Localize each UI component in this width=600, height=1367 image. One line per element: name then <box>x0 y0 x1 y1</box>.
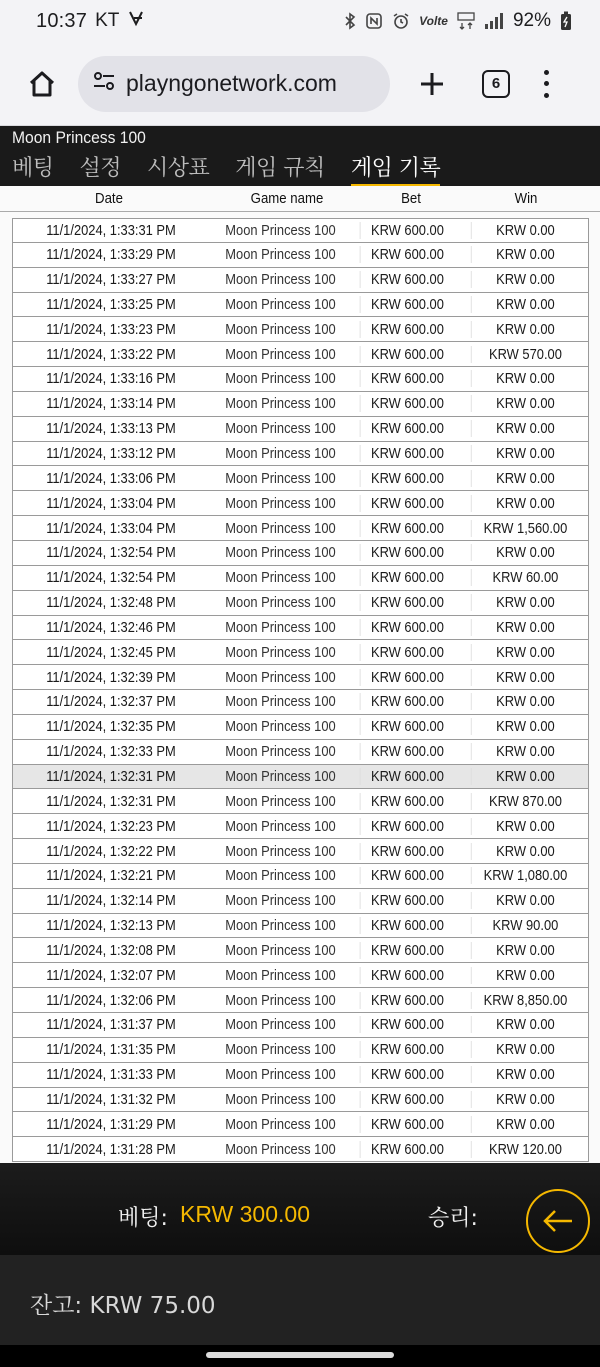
row-game-name: Moon Princess 100 <box>225 718 336 736</box>
table-row[interactable] <box>12 367 589 392</box>
row-win: KRW 0.00 <box>471 321 579 338</box>
row-bet: KRW 600.00 <box>360 669 455 686</box>
tab-game-history[interactable]: 게임 기록 <box>351 151 441 187</box>
table-row[interactable] <box>12 342 589 367</box>
row-win: KRW 0.00 <box>471 743 579 760</box>
row-bet: KRW 600.00 <box>360 495 455 512</box>
table-row[interactable] <box>12 1013 589 1038</box>
row-date: 11/1/2024, 1:32:13 PM <box>46 917 176 935</box>
tab-game-rules[interactable]: 게임 규칙 <box>235 156 325 181</box>
table-row[interactable] <box>12 938 589 963</box>
row-win: KRW 0.00 <box>471 370 579 387</box>
table-row[interactable] <box>12 988 589 1013</box>
table-row[interactable] <box>12 591 589 616</box>
table-row[interactable] <box>12 1038 589 1063</box>
table-row[interactable] <box>12 541 589 566</box>
row-game-name: Moon Princess 100 <box>225 643 336 661</box>
table-row[interactable] <box>12 218 589 243</box>
table-row[interactable] <box>12 864 589 889</box>
bluetooth-icon <box>344 12 356 30</box>
row-game-name: Moon Princess 100 <box>225 445 336 463</box>
row-date: 11/1/2024, 1:32:45 PM <box>46 643 176 661</box>
table-row[interactable] <box>12 1088 589 1113</box>
row-date: 11/1/2024, 1:32:37 PM <box>46 693 176 711</box>
table-row[interactable] <box>12 516 589 541</box>
table-row[interactable] <box>12 466 589 491</box>
row-date: 11/1/2024, 1:32:48 PM <box>46 594 176 612</box>
row-date: 11/1/2024, 1:33:31 PM <box>46 221 176 239</box>
row-win: KRW 0.00 <box>471 445 579 462</box>
status-bar <box>0 0 600 42</box>
row-date: 11/1/2024, 1:32:33 PM <box>46 743 176 761</box>
table-header <box>0 186 600 212</box>
row-date: 11/1/2024, 1:33:06 PM <box>46 469 176 487</box>
table-row[interactable] <box>12 665 589 690</box>
row-win: KRW 0.00 <box>471 768 579 785</box>
row-game-name: Moon Princess 100 <box>225 519 336 537</box>
row-date: 11/1/2024, 1:33:12 PM <box>46 445 176 463</box>
row-win: KRW 0.00 <box>471 222 579 239</box>
table-row[interactable] <box>12 789 589 814</box>
status-time: 10:37 <box>36 9 88 32</box>
row-date: 11/1/2024, 1:31:28 PM <box>46 1140 176 1158</box>
data-saver-icon <box>127 9 145 33</box>
row-game-name: Moon Princess 100 <box>225 743 336 761</box>
bet-label: 베팅: <box>118 1206 168 1231</box>
table-row[interactable] <box>12 715 589 740</box>
history-table[interactable] <box>0 186 600 1163</box>
table-row[interactable] <box>12 616 589 641</box>
row-game-name: Moon Princess 100 <box>225 991 336 1009</box>
row-game-name: Moon Princess 100 <box>225 1016 336 1034</box>
row-game-name: Moon Princess 100 <box>225 345 336 363</box>
row-date: 11/1/2024, 1:32:14 PM <box>46 892 176 910</box>
row-bet: KRW 600.00 <box>360 1141 455 1158</box>
row-win: KRW 0.00 <box>471 495 579 512</box>
row-game-name: Moon Princess 100 <box>225 395 336 413</box>
row-date: 11/1/2024, 1:32:06 PM <box>46 991 176 1009</box>
table-row[interactable] <box>12 491 589 516</box>
status-right <box>344 10 572 32</box>
row-game-name: Moon Princess 100 <box>225 1090 336 1108</box>
row-date: 11/1/2024, 1:31:35 PM <box>46 1041 176 1059</box>
game-tabs <box>12 151 466 187</box>
row-bet: KRW 600.00 <box>360 967 455 984</box>
row-bet: KRW 600.00 <box>360 867 455 884</box>
row-date: 11/1/2024, 1:32:54 PM <box>46 569 176 587</box>
row-win: KRW 0.00 <box>471 246 579 263</box>
row-bet: KRW 600.00 <box>360 346 455 363</box>
plus-icon <box>419 71 445 97</box>
row-win: KRW 1,560.00 <box>471 520 579 537</box>
header-bet: Bet <box>401 190 421 207</box>
tab-switcher-button[interactable]: 6 <box>482 70 510 98</box>
row-bet: KRW 600.00 <box>360 569 455 586</box>
table-row[interactable] <box>12 317 589 342</box>
table-row[interactable] <box>12 889 589 914</box>
table-row[interactable] <box>12 765 589 790</box>
table-row[interactable] <box>12 1112 589 1137</box>
row-bet: KRW 600.00 <box>360 1041 455 1058</box>
game-header <box>0 126 600 186</box>
row-game-name: Moon Princess 100 <box>225 594 336 612</box>
row-game-name: Moon Princess 100 <box>225 494 336 512</box>
row-game-name: Moon Princess 100 <box>225 941 336 959</box>
address-bar[interactable] <box>78 56 390 112</box>
row-bet: KRW 600.00 <box>360 520 455 537</box>
row-bet: KRW 600.00 <box>360 395 455 412</box>
row-win: KRW 120.00 <box>471 1141 579 1158</box>
battery-icon <box>560 11 572 31</box>
row-game-name: Moon Princess 100 <box>225 320 336 338</box>
row-win: KRW 1,080.00 <box>471 867 579 884</box>
row-date: 11/1/2024, 1:33:13 PM <box>46 420 176 438</box>
table-row[interactable] <box>12 268 589 293</box>
nfc-icon <box>365 12 383 30</box>
row-game-name: Moon Princess 100 <box>225 792 336 810</box>
row-win: KRW 0.00 <box>471 942 579 959</box>
table-row[interactable] <box>12 243 589 268</box>
balance-bar <box>0 1255 600 1345</box>
row-game-name: Moon Princess 100 <box>225 420 336 438</box>
row-win: KRW 0.00 <box>471 718 579 735</box>
row-bet: KRW 600.00 <box>360 246 455 263</box>
row-game-name: Moon Princess 100 <box>225 469 336 487</box>
row-game-name: Moon Princess 100 <box>225 842 336 860</box>
row-win: KRW 870.00 <box>471 793 579 810</box>
row-date: 11/1/2024, 1:33:22 PM <box>46 345 176 363</box>
table-row[interactable] <box>12 814 589 839</box>
row-bet: KRW 600.00 <box>360 992 455 1009</box>
row-date: 11/1/2024, 1:32:23 PM <box>46 817 176 835</box>
row-bet: KRW 600.00 <box>360 370 455 387</box>
row-win: KRW 0.00 <box>471 967 579 984</box>
row-win: KRW 0.00 <box>471 818 579 835</box>
arrow-left-icon <box>541 1208 575 1234</box>
row-date: 11/1/2024, 1:33:25 PM <box>46 295 176 313</box>
table-row[interactable] <box>12 566 589 591</box>
table-row[interactable] <box>12 1137 589 1162</box>
url-text[interactable]: playngonetwork.com <box>126 70 337 96</box>
header-win: Win <box>514 190 538 207</box>
row-game-name: Moon Princess 100 <box>225 817 336 835</box>
row-bet: KRW 600.00 <box>360 1116 455 1133</box>
row-game-name: Moon Princess 100 <box>225 569 336 587</box>
row-game-name: Moon Princess 100 <box>225 1041 336 1059</box>
table-row[interactable] <box>12 640 589 665</box>
row-win: KRW 0.00 <box>471 296 579 313</box>
table-row[interactable] <box>12 963 589 988</box>
row-bet: KRW 600.00 <box>360 619 455 636</box>
row-date: 11/1/2024, 1:32:21 PM <box>46 867 176 885</box>
win-label: 승리: <box>428 1206 478 1231</box>
row-win: KRW 0.00 <box>471 1066 579 1083</box>
row-date: 11/1/2024, 1:33:04 PM <box>46 519 176 537</box>
row-date: 11/1/2024, 1:31:37 PM <box>46 1016 176 1034</box>
row-win: KRW 0.00 <box>471 1116 579 1133</box>
game-title: Moon Princess 100 <box>12 128 146 147</box>
row-bet: KRW 600.00 <box>360 1016 455 1033</box>
row-game-name: Moon Princess 100 <box>225 966 336 984</box>
row-bet: KRW 600.00 <box>360 544 455 561</box>
row-win: KRW 0.00 <box>471 594 579 611</box>
alarm-icon <box>392 12 410 30</box>
site-settings-icon[interactable] <box>92 70 116 97</box>
row-bet: KRW 600.00 <box>360 892 455 909</box>
row-bet: KRW 600.00 <box>360 793 455 810</box>
header-date: Date <box>95 190 123 207</box>
row-win: KRW 0.00 <box>471 892 579 909</box>
browser-toolbar <box>0 42 600 126</box>
row-win: KRW 0.00 <box>471 271 579 288</box>
row-bet: KRW 600.00 <box>360 743 455 760</box>
status-left <box>36 9 145 33</box>
row-win: KRW 0.00 <box>471 619 579 636</box>
row-game-name: Moon Princess 100 <box>225 767 336 785</box>
row-win: KRW 0.00 <box>471 1016 579 1033</box>
row-date: 11/1/2024, 1:32:46 PM <box>46 618 176 636</box>
row-win: KRW 0.00 <box>471 693 579 710</box>
row-bet: KRW 600.00 <box>360 445 455 462</box>
row-win: KRW 0.00 <box>471 843 579 860</box>
row-game-name: Moon Princess 100 <box>225 618 336 636</box>
tab-paytable[interactable]: 시상표 <box>147 156 210 181</box>
row-win: KRW 60.00 <box>471 569 579 586</box>
row-win: KRW 570.00 <box>471 346 579 363</box>
table-row[interactable] <box>12 740 589 765</box>
row-date: 11/1/2024, 1:32:08 PM <box>46 941 176 959</box>
row-bet: KRW 600.00 <box>360 644 455 661</box>
row-win: KRW 0.00 <box>471 1091 579 1108</box>
table-row[interactable] <box>12 914 589 939</box>
row-bet: KRW 600.00 <box>360 271 455 288</box>
table-row[interactable] <box>12 690 589 715</box>
tab-settings[interactable]: 설정 <box>79 156 122 181</box>
row-win: KRW 0.00 <box>471 395 579 412</box>
home-icon <box>27 69 57 99</box>
table-row[interactable] <box>12 1063 589 1088</box>
row-bet: KRW 600.00 <box>360 843 455 860</box>
row-date: 11/1/2024, 1:32:22 PM <box>46 842 176 860</box>
row-bet: KRW 600.00 <box>360 1091 455 1108</box>
row-date: 11/1/2024, 1:33:14 PM <box>46 395 176 413</box>
home-gesture-handle[interactable] <box>206 1352 394 1358</box>
row-game-name: Moon Princess 100 <box>225 668 336 686</box>
row-bet: KRW 600.00 <box>360 594 455 611</box>
row-game-name: Moon Princess 100 <box>225 544 336 562</box>
row-date: 11/1/2024, 1:32:31 PM <box>46 767 176 785</box>
table-row[interactable] <box>12 442 589 467</box>
row-game-name: Moon Princess 100 <box>225 271 336 289</box>
row-date: 11/1/2024, 1:33:23 PM <box>46 320 176 338</box>
new-tab-button[interactable] <box>412 64 452 104</box>
table-rows <box>12 218 589 1162</box>
back-button[interactable] <box>526 1189 590 1253</box>
row-game-name: Moon Princess 100 <box>225 246 336 264</box>
row-win: KRW 0.00 <box>471 544 579 561</box>
row-date: 11/1/2024, 1:33:29 PM <box>46 246 176 264</box>
row-game-name: Moon Princess 100 <box>225 295 336 313</box>
bet-value: KRW 300.00 <box>180 1201 310 1227</box>
status-carrier: KT <box>95 10 120 31</box>
row-win: KRW 0.00 <box>471 1041 579 1058</box>
row-date: 11/1/2024, 1:33:16 PM <box>46 370 176 388</box>
row-win: KRW 0.00 <box>471 644 579 661</box>
volte-icon: Volte <box>419 14 448 28</box>
row-game-name: Moon Princess 100 <box>225 1066 336 1084</box>
row-date: 11/1/2024, 1:32:39 PM <box>46 668 176 686</box>
system-nav-bar <box>0 1345 600 1367</box>
signal-icon <box>484 13 504 29</box>
row-date: 11/1/2024, 1:33:27 PM <box>46 271 176 289</box>
row-bet: KRW 600.00 <box>360 818 455 835</box>
data-icon <box>457 12 475 30</box>
row-bet: KRW 600.00 <box>360 917 455 934</box>
row-date: 11/1/2024, 1:32:31 PM <box>46 792 176 810</box>
row-bet: KRW 600.00 <box>360 420 455 437</box>
row-bet: KRW 600.00 <box>360 942 455 959</box>
table-row[interactable] <box>12 417 589 442</box>
row-date: 11/1/2024, 1:33:04 PM <box>46 494 176 512</box>
row-date: 11/1/2024, 1:32:07 PM <box>46 966 176 984</box>
row-win: KRW 0.00 <box>471 470 579 487</box>
row-bet: KRW 600.00 <box>360 1066 455 1083</box>
row-win: KRW 0.00 <box>471 420 579 437</box>
row-game-name: Moon Princess 100 <box>225 892 336 910</box>
table-row[interactable] <box>12 293 589 318</box>
tab-betting[interactable]: 베팅 <box>12 156 54 181</box>
battery-level: 92% <box>512 10 551 31</box>
table-row[interactable] <box>12 392 589 417</box>
row-date: 11/1/2024, 1:32:35 PM <box>46 718 176 736</box>
header-game-name: Game name <box>250 190 324 207</box>
bet-footer <box>0 1163 600 1255</box>
balance-text: 잔고: KRW 75.00 <box>30 1293 216 1319</box>
row-bet: KRW 600.00 <box>360 693 455 710</box>
more-menu-icon[interactable] <box>540 66 552 102</box>
row-game-name: Moon Princess 100 <box>225 370 336 388</box>
row-bet: KRW 600.00 <box>360 768 455 785</box>
row-win: KRW 90.00 <box>471 917 579 934</box>
row-win: KRW 0.00 <box>471 669 579 686</box>
row-bet: KRW 600.00 <box>360 296 455 313</box>
row-game-name: Moon Princess 100 <box>225 917 336 935</box>
row-bet: KRW 600.00 <box>360 321 455 338</box>
table-row[interactable] <box>12 839 589 864</box>
row-game-name: Moon Princess 100 <box>225 1140 336 1158</box>
row-game-name: Moon Princess 100 <box>225 693 336 711</box>
row-win: KRW 8,850.00 <box>471 992 579 1009</box>
row-bet: KRW 600.00 <box>360 718 455 735</box>
row-game-name: Moon Princess 100 <box>225 221 336 239</box>
home-button[interactable] <box>20 62 64 106</box>
row-date: 11/1/2024, 1:31:32 PM <box>46 1090 176 1108</box>
row-date: 11/1/2024, 1:31:29 PM <box>46 1115 176 1133</box>
row-date: 11/1/2024, 1:32:54 PM <box>46 544 176 562</box>
row-game-name: Moon Princess 100 <box>225 1115 336 1133</box>
row-game-name: Moon Princess 100 <box>225 867 336 885</box>
row-bet: KRW 600.00 <box>360 470 455 487</box>
row-date: 11/1/2024, 1:31:33 PM <box>46 1066 176 1084</box>
row-bet: KRW 600.00 <box>360 222 455 239</box>
